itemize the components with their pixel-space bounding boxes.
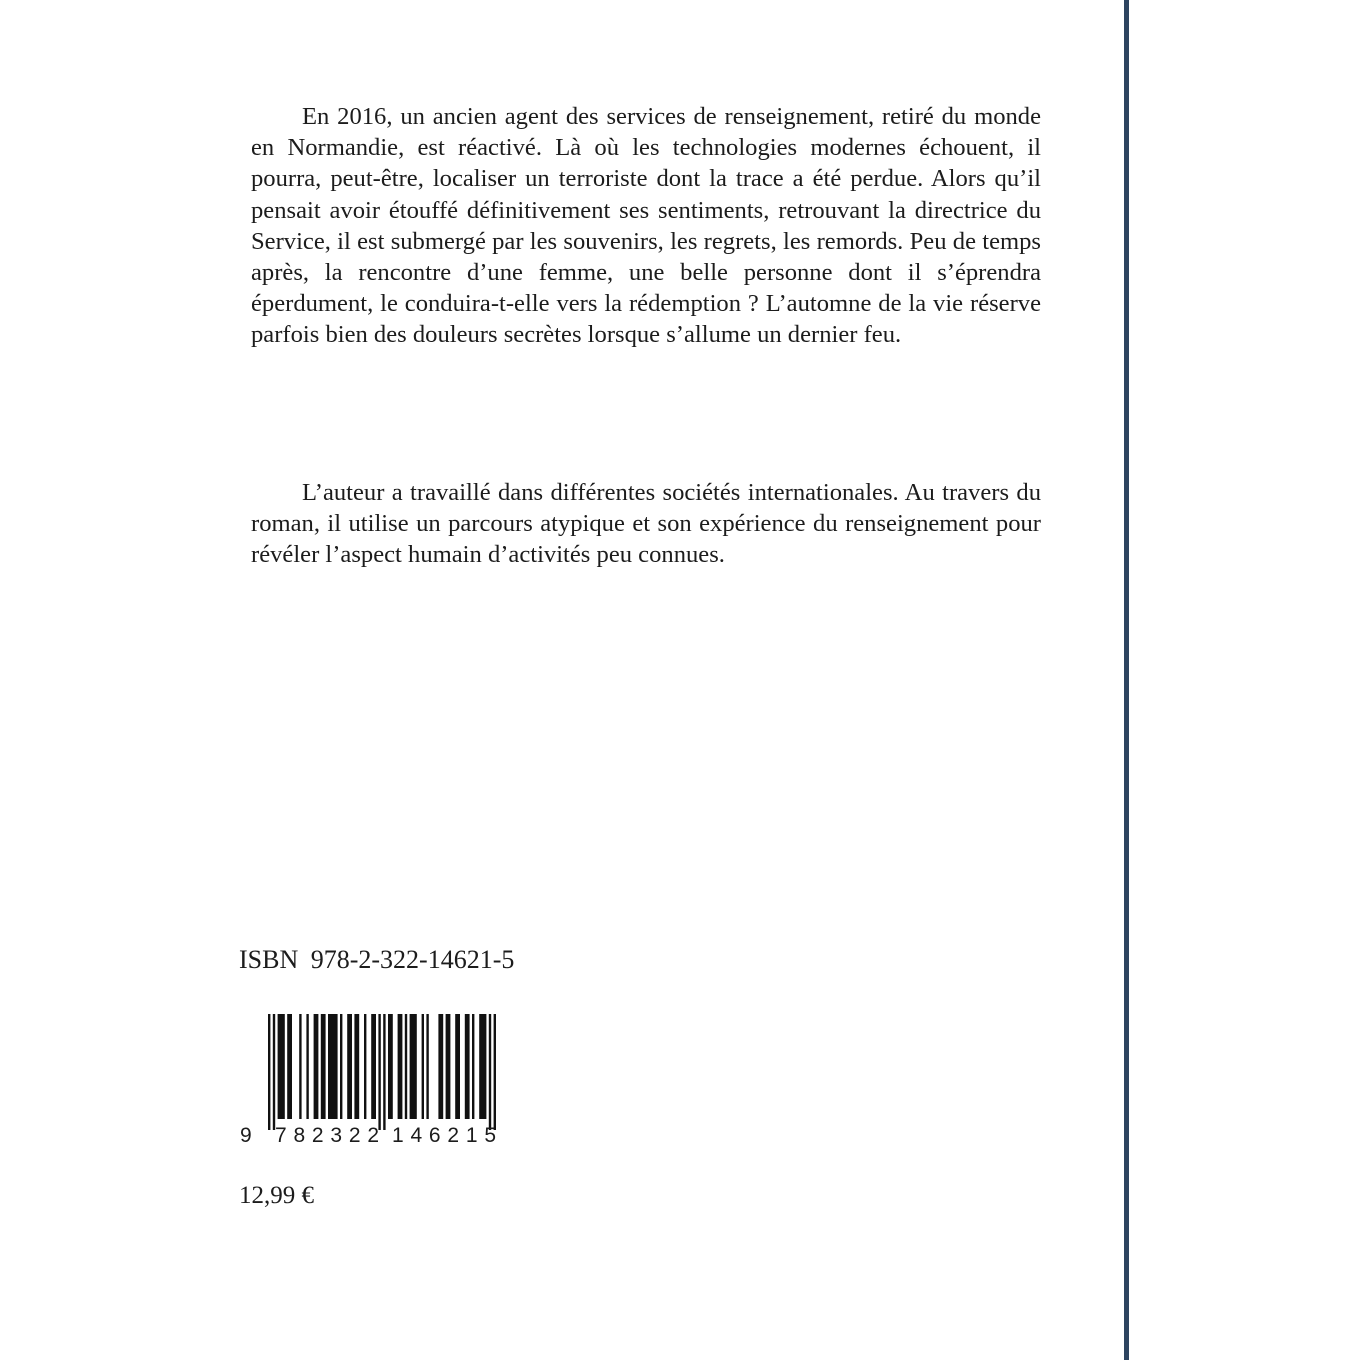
spine-edge bbox=[1124, 0, 1129, 1360]
barcode-bar bbox=[446, 1014, 451, 1119]
barcode-bar bbox=[465, 1014, 470, 1119]
barcode-bar bbox=[354, 1014, 359, 1119]
barcode-bar bbox=[364, 1014, 366, 1119]
barcode-bar bbox=[371, 1014, 376, 1119]
barcode-guard-bar bbox=[489, 1014, 491, 1130]
barcode-right-digits: 146215 bbox=[392, 1124, 496, 1147]
barcode-guard-bar bbox=[378, 1014, 380, 1130]
author-bio-block bbox=[251, 477, 1041, 571]
barcode-bar bbox=[405, 1014, 407, 1119]
author-bio-paragraph: L’auteur a travaillé dans différentes sociétés internationales. Au travers du roman, il utilise un parcours atypique et son expérience du renseignement pour révéler l’aspect humain d’activités peu connues. bbox=[251, 479, 1041, 569]
barcode-guard-bar bbox=[273, 1014, 275, 1130]
barcode-bar bbox=[422, 1014, 424, 1119]
barcode-bar bbox=[314, 1014, 319, 1119]
barcode-bar bbox=[426, 1014, 428, 1119]
synopsis-paragraph: En 2016, un ancien agent des services de renseignement, retiré du monde en Normandie, est réactivé. Là où les technologies modernes échouent, il pourra, peut-être, localiser un terroriste dont la trace a été perdue. Alors qu’il pensait avoir étouffé définitivement ses sentiments, retrouvant la directrice du Service, il est submergé par les souvenirs, les regrets, les remords. Peu de temps après, la rencontre d’une femme, une belle personne dont il s’éprendra éperdument, le conduira-t-elle vers la rédemption ? L’automne de la vie réserve parfois bien des douleurs secrètes lorsque s’allume un dernier feu. bbox=[251, 103, 1041, 349]
barcode-bar bbox=[287, 1014, 292, 1119]
barcode-bar bbox=[398, 1014, 403, 1119]
barcode-bar bbox=[321, 1014, 326, 1119]
barcode-bar bbox=[340, 1014, 342, 1119]
barcode-guard-bar bbox=[383, 1014, 385, 1130]
barcode-bar bbox=[479, 1014, 486, 1119]
barcode-bar bbox=[472, 1014, 474, 1119]
barcode-left-digits: 782322 bbox=[275, 1124, 379, 1147]
barcode-guard-bar bbox=[494, 1014, 496, 1130]
barcode-guard-bar bbox=[268, 1014, 270, 1130]
barcode-bar bbox=[328, 1014, 338, 1119]
barcode-bar bbox=[410, 1014, 417, 1119]
barcode-bar bbox=[278, 1014, 285, 1119]
synopsis-block bbox=[251, 101, 1041, 351]
barcode-bar bbox=[455, 1014, 460, 1119]
barcode-bar bbox=[299, 1014, 301, 1119]
barcode-bar bbox=[438, 1014, 443, 1119]
barcode bbox=[237, 1010, 517, 1150]
barcode-bar bbox=[347, 1014, 352, 1119]
barcode-bar bbox=[388, 1014, 393, 1119]
isbn-label: ISBN 978-2-322-14621-5 bbox=[239, 945, 515, 974]
price-label: 12,99 € bbox=[239, 1182, 314, 1209]
barcode-bars bbox=[268, 1014, 496, 1130]
barcode-graphic bbox=[237, 1010, 517, 1150]
barcode-first-digit: 9 bbox=[240, 1124, 252, 1147]
barcode-bar bbox=[306, 1014, 308, 1119]
